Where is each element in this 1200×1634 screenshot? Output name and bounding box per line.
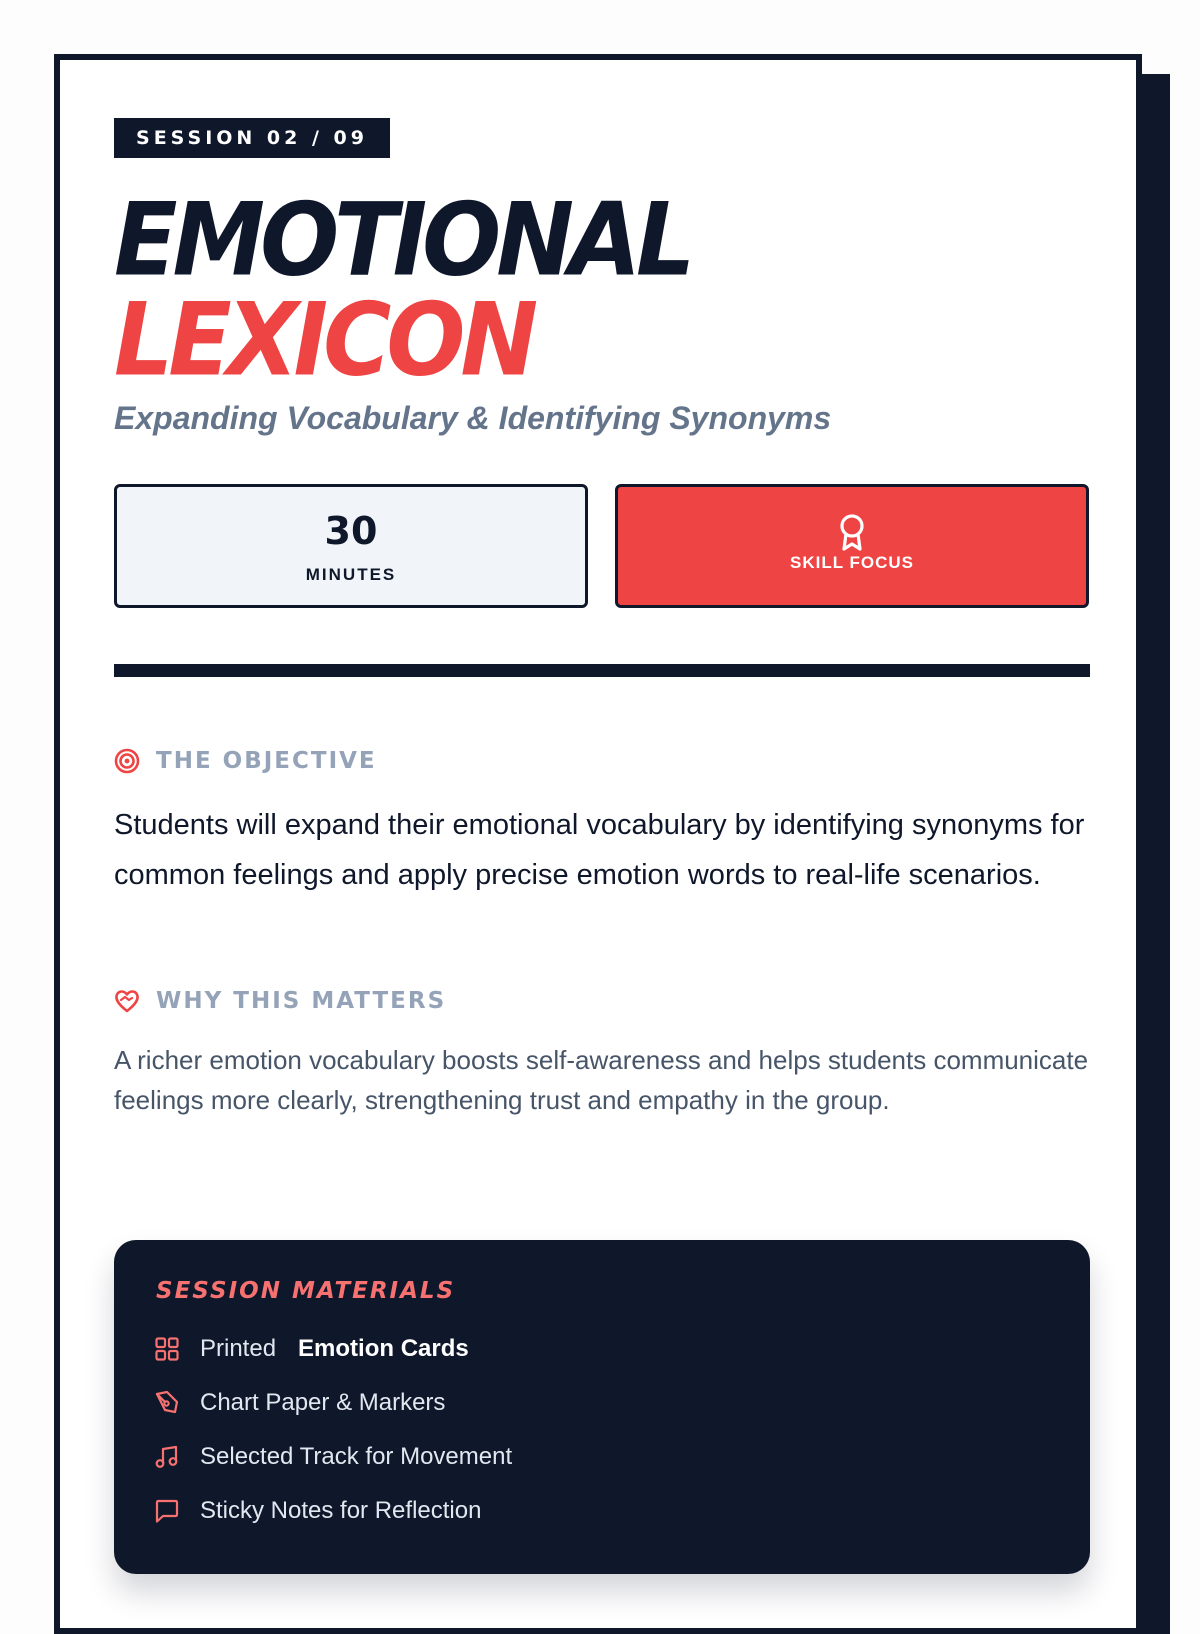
material-item <box>154 1386 445 1420</box>
title-line-1: EMOTIONAL <box>114 181 691 299</box>
material-text: Sticky Notes for Reflection <box>200 1497 482 1524</box>
session-tag: SESSION 02 / 09 <box>114 118 390 158</box>
pen-tool-icon <box>154 1390 180 1416</box>
materials-title: SESSION MATERIALS <box>156 1278 456 1304</box>
objective-heading <box>114 746 377 776</box>
skill-focus-label: SKILL FOCUS <box>789 553 915 572</box>
material-text: Chart Paper & Markers <box>200 1389 446 1416</box>
why-heading-label: WHY THIS MATTERS <box>156 988 447 1014</box>
section-divider <box>114 664 1090 677</box>
material-text: Selected Track for Movement <box>200 1443 513 1470</box>
heart-handshake-icon <box>114 988 140 1014</box>
music-note-icon <box>154 1444 180 1470</box>
material-item <box>154 1332 469 1366</box>
target-icon <box>114 748 140 774</box>
material-text: Printed <box>200 1335 277 1362</box>
materials-panel <box>114 1240 1090 1574</box>
skill-focus-box <box>615 484 1089 608</box>
grid-icon <box>154 1336 180 1362</box>
objective-text: Students will expand their emotional vocabulary by identifying synonyms for common feelings and apply precise emotion words to real-life scenarios. <box>114 809 1085 891</box>
material-item <box>154 1440 512 1474</box>
duration-box <box>114 484 588 608</box>
objective-heading-label: THE OBJECTIVE <box>156 748 377 774</box>
award-ribbon-icon <box>618 513 1086 549</box>
why-text: A richer emotion vocabulary boosts self-awareness and helps students communicate feelings more clearly, strengthening trust and empathy in the group. <box>114 1045 1089 1115</box>
why-heading <box>114 986 446 1016</box>
duration-unit: MINUTES <box>305 565 397 584</box>
duration-value: 30 <box>324 509 378 553</box>
material-emphasis: Emotion Cards <box>298 1335 469 1362</box>
message-square-icon <box>154 1498 180 1524</box>
title-line-2: LEXICON <box>114 281 534 399</box>
material-item <box>154 1494 481 1528</box>
subtitle: Expanding Vocabulary & Identifying Synonyms <box>114 400 832 436</box>
